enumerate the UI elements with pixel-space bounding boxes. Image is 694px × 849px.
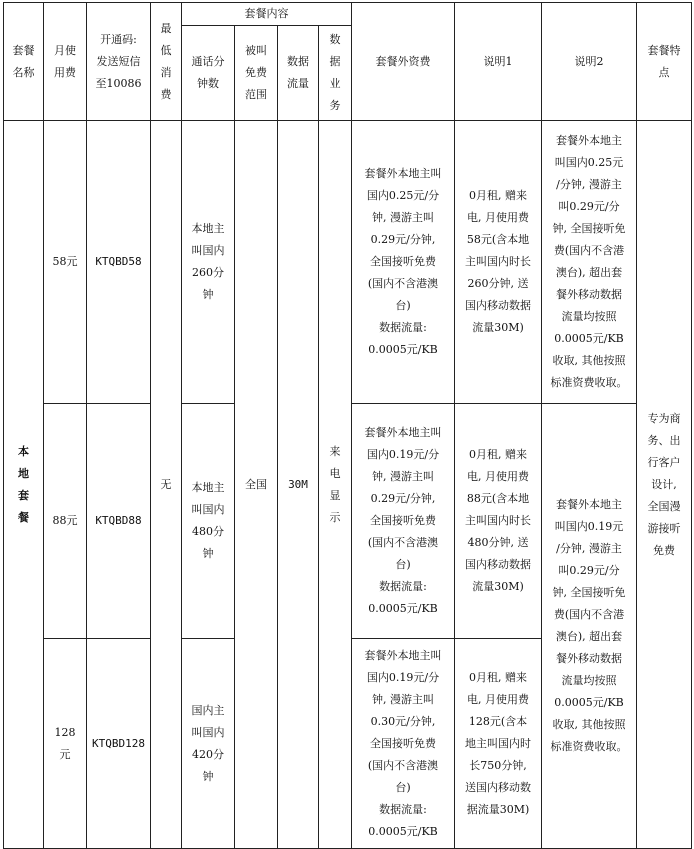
header-data-flow: 数据 流量 (278, 26, 319, 121)
min-spend-value: 无 (151, 121, 182, 849)
row-open-code: KTQBD88 (87, 404, 151, 639)
header-extra-fee: 套餐外资费 (352, 3, 455, 121)
data-flow-value: 30M (278, 121, 319, 849)
free-incoming-value: 全国 (235, 121, 278, 849)
row-note1: 0月租, 赠来 电, 月使用费 88元(含本地 主叫国内时长 480分钟, 送 国内移动数据 流量30M) (455, 404, 542, 639)
row-open-code: KTQBD58 (87, 121, 151, 404)
header-features: 套餐特 点 (637, 3, 692, 121)
note2-block: 套餐外本地主 叫国内0.25元 /分钟, 漫游主 叫0.29元/分 钟, 全国接听免 费(国内不含港 澳台), 超出套 餐外移动数据 流量均按照 0.0005元/KB 收取, 其他按照 标准资费收取。 (542, 121, 637, 404)
header-row-1 (4, 3, 692, 26)
header-plan-name: 套餐 名称 (4, 3, 44, 121)
row-extra-fee: 套餐外本地主叫 国内0.19元/分 钟, 漫游主叫 0.29元/分钟, 全国接听免费 (国内不含港澳 台) 数据流量: 0.0005元/KB (352, 404, 455, 639)
group-name: 本 地 套 餐 (4, 121, 44, 849)
table-row (4, 121, 692, 404)
header-open-code: 开通码: 发送短信 至10086 (87, 3, 151, 121)
header-min-spend: 最 低 消 费 (151, 3, 182, 121)
row-call-minutes: 本地主 叫国内 480分 钟 (182, 404, 235, 639)
header-content-group: 套餐内容 (182, 3, 352, 26)
row-extra-fee: 套餐外本地主叫 国内0.19元/分 钟, 漫游主叫 0.30元/分钟, 全国接听免费 (国内不含港澳 台) 数据流量: 0.0005元/KB (352, 639, 455, 849)
header-free-incoming: 被叫 免费 范围 (235, 26, 278, 121)
header-note2: 说明2 (542, 3, 637, 121)
row-extra-fee: 套餐外本地主叫 国内0.25元/分 钟, 漫游主叫 0.29元/分钟, 全国接听免费 (国内不含港澳 台) 数据流量: 0.0005元/KB (352, 121, 455, 404)
row-note1: 0月租, 赠来 电, 月使用费 58元(含本地 主叫国内时长 260分钟, 送 国内移动数据 流量30M) (455, 121, 542, 404)
features-value: 专为商 务、出 行客户 设计, 全国漫 游接听 免费 (637, 121, 692, 849)
row-fee: 58元 (44, 121, 87, 404)
header-data-service: 数 据 业 务 (319, 26, 352, 121)
header-call-minutes: 通话分 钟数 (182, 26, 235, 121)
header-note1: 说明1 (455, 3, 542, 121)
note2-block: 套餐外本地主 叫国内0.19元 /分钟, 漫游主 叫0.29元/分 钟, 全国接听免 费(国内不含港 澳台), 超出套 餐外移动数据 流量均按照 0.0005元/KB 收取, 其他按照 标准资费收取。 (542, 404, 637, 849)
row-call-minutes: 国内主 叫国内 420分 钟 (182, 639, 235, 849)
data-service-value: 来 电 显 示 (319, 121, 352, 849)
row-open-code: KTQBD128 (87, 639, 151, 849)
row-fee: 88元 (44, 404, 87, 639)
row-call-minutes: 本地主 叫国内 260分 钟 (182, 121, 235, 404)
plan-table (3, 2, 692, 849)
header-monthly-fee: 月使 用费 (44, 3, 87, 121)
row-fee: 128 元 (44, 639, 87, 849)
row-note1: 0月租, 赠来 电, 月使用费 128元(含本 地主叫国内时 长750分钟, 送国内移动数 据流量30M) (455, 639, 542, 849)
